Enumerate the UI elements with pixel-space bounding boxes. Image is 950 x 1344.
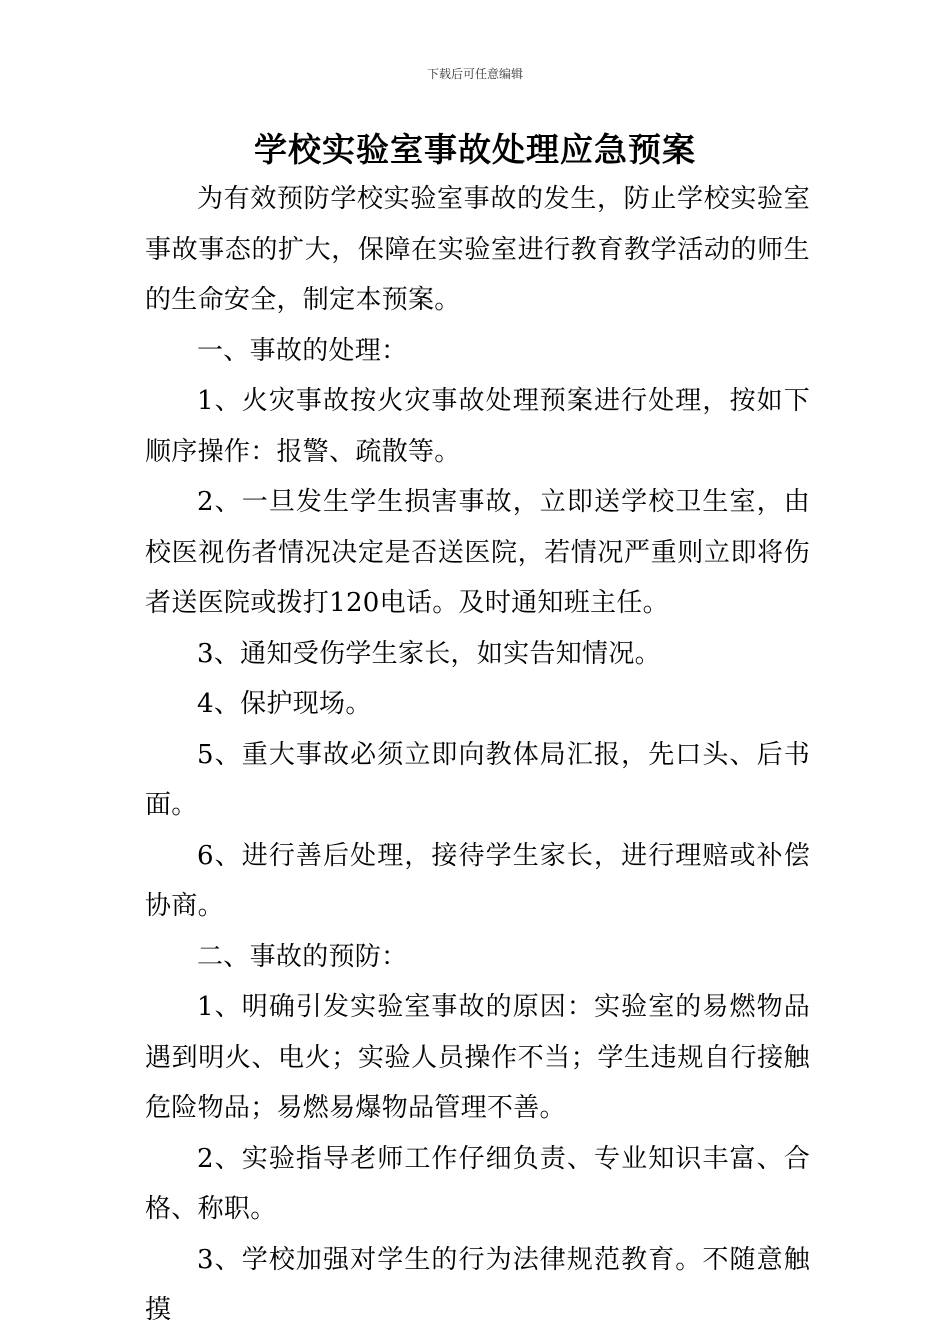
handling-item-6: 6、进行善后处理，接待学生家长，进行理赔或补偿协商。 xyxy=(145,840,810,921)
handling-item-1: 1、火灾事故按火灾事故处理预案进行处理，按如下顺序操作：报警、疏散等。 xyxy=(145,386,810,467)
prevention-item-1: 1、明确引发实验室事故的原因：实验室的易燃物品遇到明火、电火；实验人员操作不当；学生违规自行接触危险物品；易燃易爆物品管理不善。 xyxy=(145,992,810,1123)
handling-item-2: 2、一旦发生学生损害事故，立即送学校卫生室，由校医视伤者情况决定是否送医院，若情况严重则立即将伤者送医院或拨打120电话。及时通知班主任。 xyxy=(145,487,810,618)
handling-item-3: 3、通知受伤学生家长，如实告知情况。 xyxy=(197,638,661,669)
document-body xyxy=(145,174,810,1336)
handling-item-4: 4、保护现场。 xyxy=(197,689,372,719)
document-title: 学校实验室事故处理应急预案 xyxy=(254,130,696,169)
prevention-item-2: 2、实验指导老师工作仔细负责、专业知识丰富、合格、称职。 xyxy=(145,1143,810,1224)
header-note: 下载后可任意编辑 xyxy=(426,67,523,81)
section-heading-handling: 一、事故的处理： xyxy=(197,335,408,366)
intro-paragraph: 为有效预防学校实验室事故的发生，防止学校实验室事故事态的扩大，保障在实验室进行教育教学活动的师生的生命安全，制定本预案。 xyxy=(145,184,810,315)
section-heading-prevention: 二、事故的预防： xyxy=(197,941,408,972)
handling-item-5: 5、重大事故必须立即向教体局汇报，先口头、后书面。 xyxy=(145,739,810,820)
prevention-item-3: 3、学校加强对学生的行为法律规范教育。不随意触摸 xyxy=(145,1244,810,1325)
